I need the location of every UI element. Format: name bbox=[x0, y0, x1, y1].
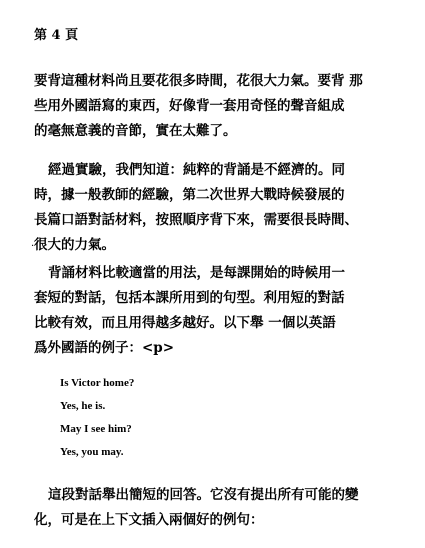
text-line: 化，可是在上下文插入兩個好的例句： bbox=[34, 512, 264, 528]
dialog-line: Is Victor home? bbox=[60, 377, 135, 389]
text-line: 背誦材料比較適當的用法，是每課開始的時候用一 bbox=[48, 265, 345, 281]
stray-mark: · bbox=[31, 241, 35, 252]
text-line: 些用外國語寫的東西，好像背一套用奇怪的聲音組成 bbox=[34, 98, 345, 114]
text-line: 經過實驗，我們知道：純粹的背誦是不經濟的。同 bbox=[48, 162, 345, 178]
text-line: 這段對話舉出簡短的回答。它沒有提出所有可能的變 bbox=[48, 487, 359, 503]
dialog-line: Yes, you may. bbox=[60, 446, 124, 458]
dialog-line: Yes, he is. bbox=[60, 400, 106, 412]
text-line: 要背這種材料尚且要花很多時間，花很大力氣。要背 那 bbox=[34, 73, 363, 89]
text-line: 的毫無意義的音節，實在太難了。 bbox=[34, 123, 237, 139]
text-line: 長篇口語對話材料，按照順序背下來，需要很長時間、 bbox=[34, 212, 358, 228]
text-line: 比較有效，而且用得越多越好。以下舉 一個以英語 bbox=[34, 315, 336, 331]
text-line: 爲外國語的例子：<p> bbox=[34, 340, 175, 356]
text-line: 套短的對話，包括本課所用到的句型。利用短的對話 bbox=[34, 290, 345, 306]
dialog-line: May I see him? bbox=[60, 423, 132, 435]
page-header: 第 4 頁 bbox=[34, 28, 79, 43]
text-line: 很大的力氣。 bbox=[34, 237, 115, 253]
text-line: 時，據一般教師的經驗，第二次世界大戰時候發展的 bbox=[34, 187, 345, 203]
